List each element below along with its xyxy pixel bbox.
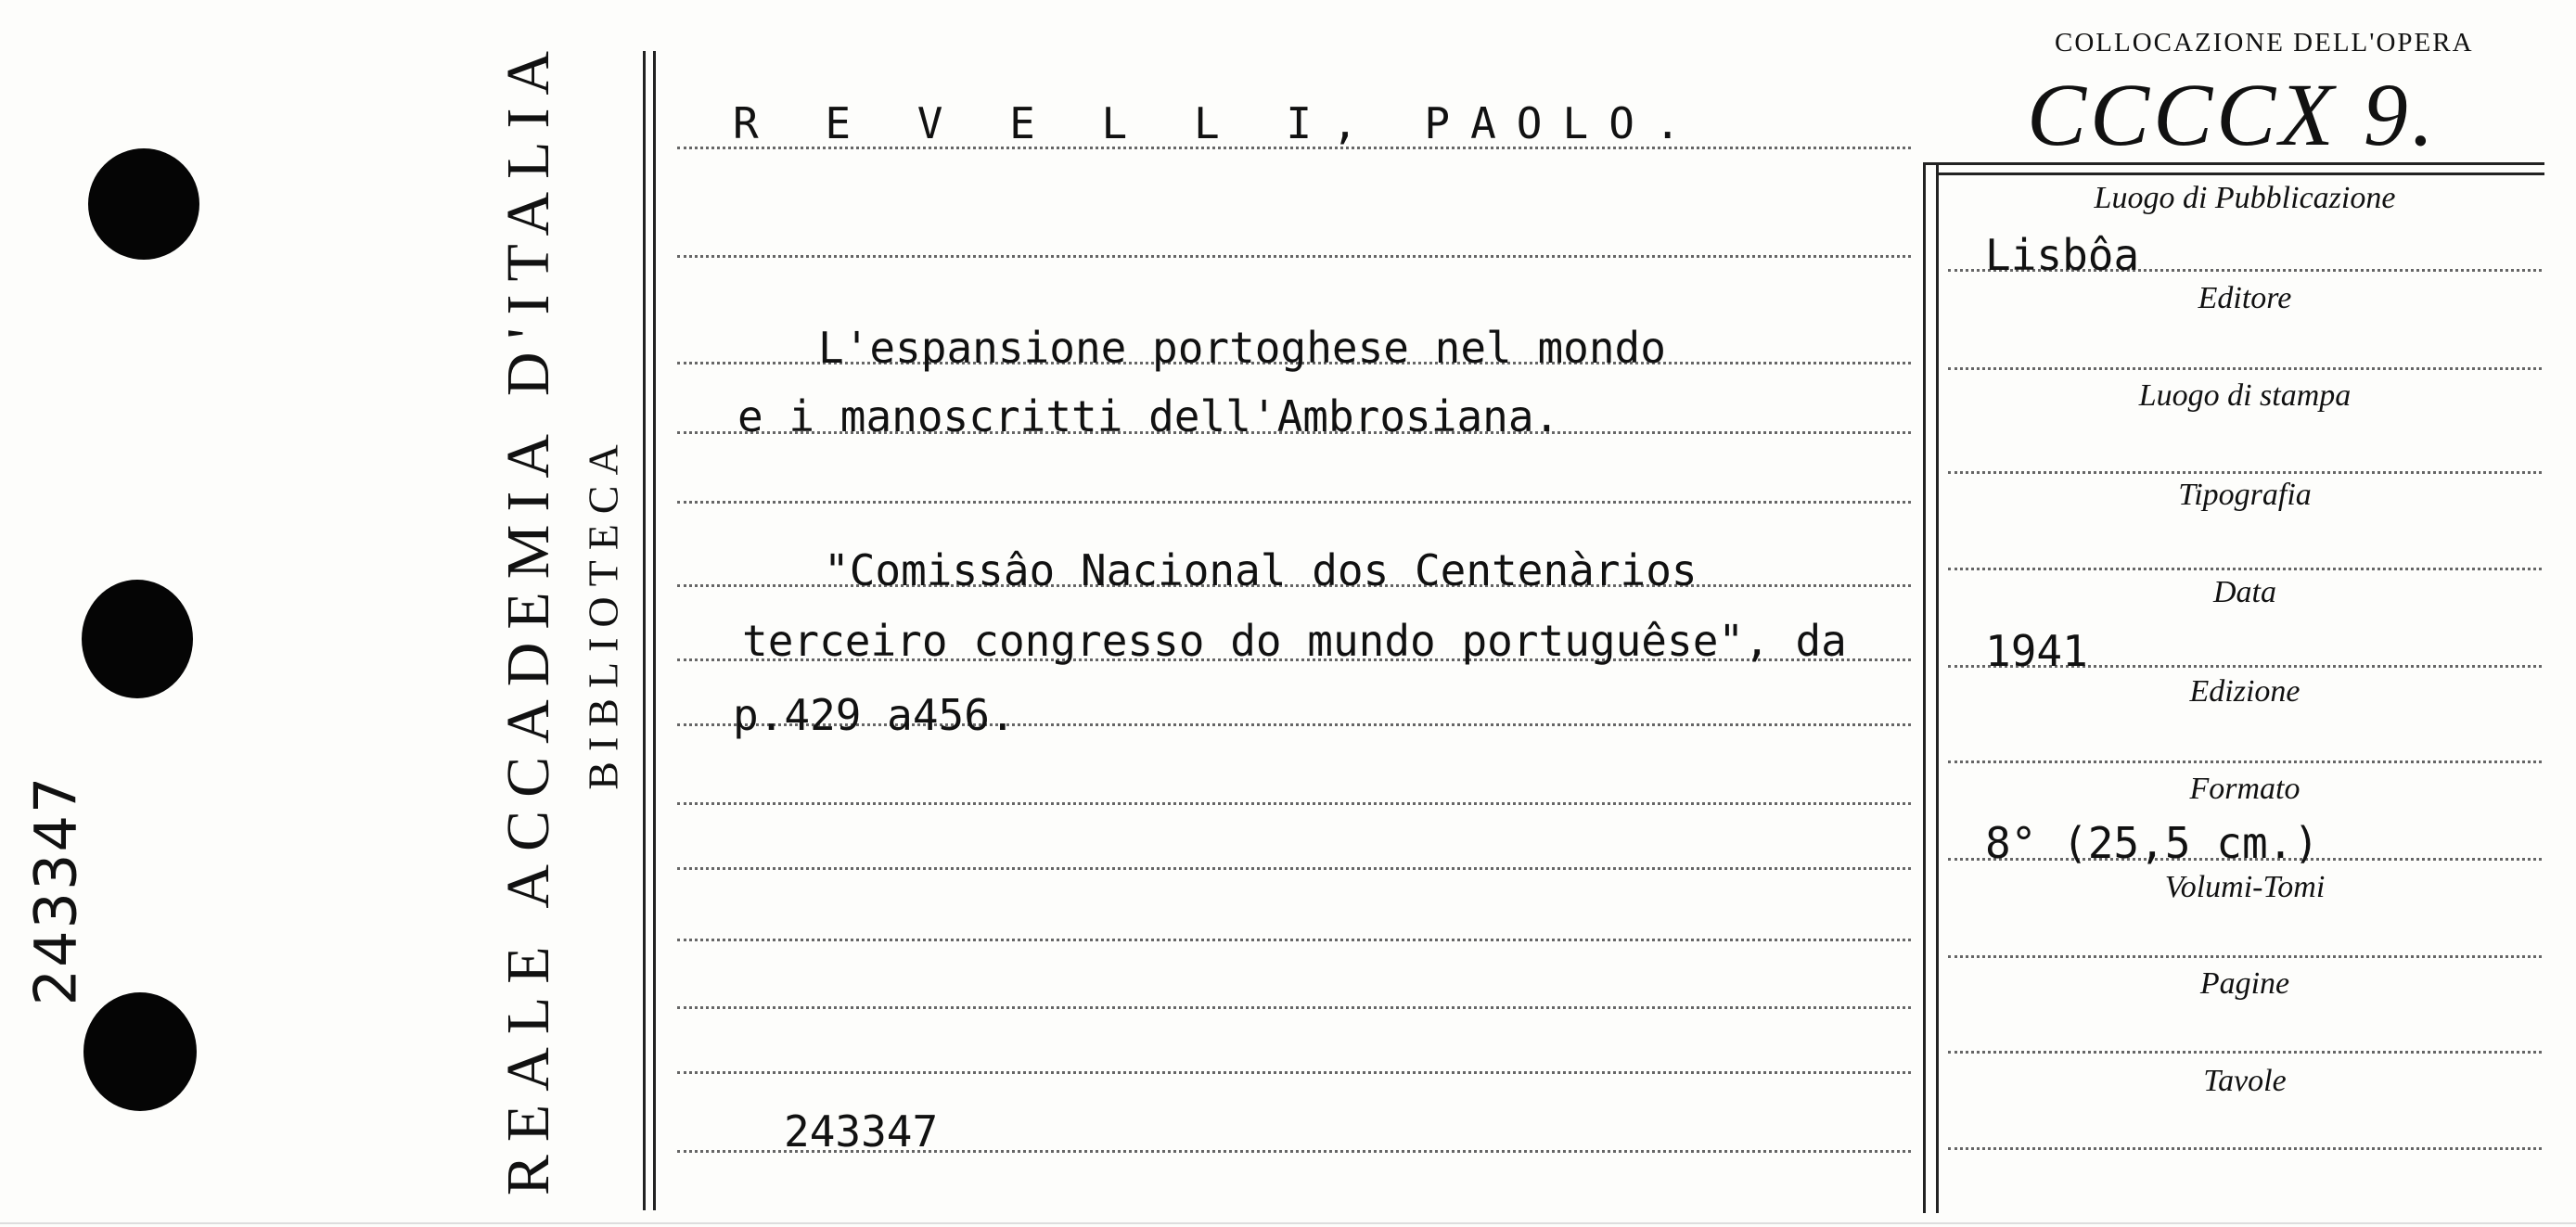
institution-name: REALE ACCADEMIA D'ITALIA (494, 37, 562, 1196)
source-line-2: terceiro congresso do mundo portuguêse", da (742, 616, 1847, 666)
right-panel-border (1923, 165, 1926, 1213)
left-border-line-inner (653, 51, 656, 1210)
field-rule (1948, 760, 2542, 763)
author: R E V E L L I, PAOLO. (733, 98, 1701, 148)
value-data: 1941 (1985, 626, 2088, 676)
value-formato: 8° (25,5 cm.) (1985, 818, 2320, 868)
field-rule (1948, 955, 2542, 958)
field-rule (1948, 367, 2542, 370)
field-rule (1948, 1051, 2542, 1054)
left-border-line (643, 51, 646, 1210)
label-editore: Editore (2198, 281, 2292, 315)
title-line-1: L'espansione portoghese nel mondo (818, 323, 1666, 373)
rule-line (677, 1071, 1911, 1074)
field-rule (1948, 568, 2542, 570)
rule-line (677, 255, 1911, 258)
punch-hole-middle (82, 580, 193, 698)
label-pagine: Pagine (2199, 966, 2290, 1001)
institution-department: BIBLIOTECA (579, 434, 627, 790)
rule-line (677, 501, 1911, 504)
field-rule (1948, 1147, 2542, 1150)
label-tavole: Tavole (2203, 1064, 2287, 1098)
source-line-3: p.429 a456. (733, 690, 1016, 740)
punch-hole-bottom (83, 992, 197, 1111)
label-tipografia: Tipografia (2178, 478, 2312, 512)
punch-hole-top (88, 148, 199, 260)
label-formato: Formato (2189, 772, 2300, 806)
rule-line (677, 867, 1911, 870)
label-luogo-pubblicazione: Luogo di Pubblicazione (2094, 181, 2396, 215)
right-panel-border-inner (1936, 165, 1939, 1213)
title-line-2: e i manoscritti dell'Ambrosiana. (737, 391, 1560, 441)
field-rule (1948, 471, 2542, 474)
bottom-edge (0, 1222, 2576, 1224)
label-edizione: Edizione (2189, 674, 2300, 709)
rule-line (677, 802, 1911, 805)
value-luogo-pubblicazione: Lisbôa (1985, 230, 2140, 280)
side-inventory-number: 243347 (21, 774, 90, 1006)
collocation-header: COLLOCAZIONE DELL'OPERA (2055, 28, 2474, 58)
rule-line (677, 939, 1911, 941)
rule-line (677, 1006, 1911, 1009)
label-data: Data (2213, 575, 2276, 609)
source-line-1: "Comissâo Nacional dos Centenàrios (824, 545, 1698, 595)
label-volumi-tomi: Volumi-Tomi (2164, 870, 2326, 904)
label-luogo-stampa: Luogo di stampa (2138, 378, 2352, 413)
right-panel-top-border-inner (1936, 173, 2544, 175)
inventory-number: 243347 (784, 1106, 939, 1157)
shelfmark: CCCCX 9. (2027, 65, 2438, 164)
